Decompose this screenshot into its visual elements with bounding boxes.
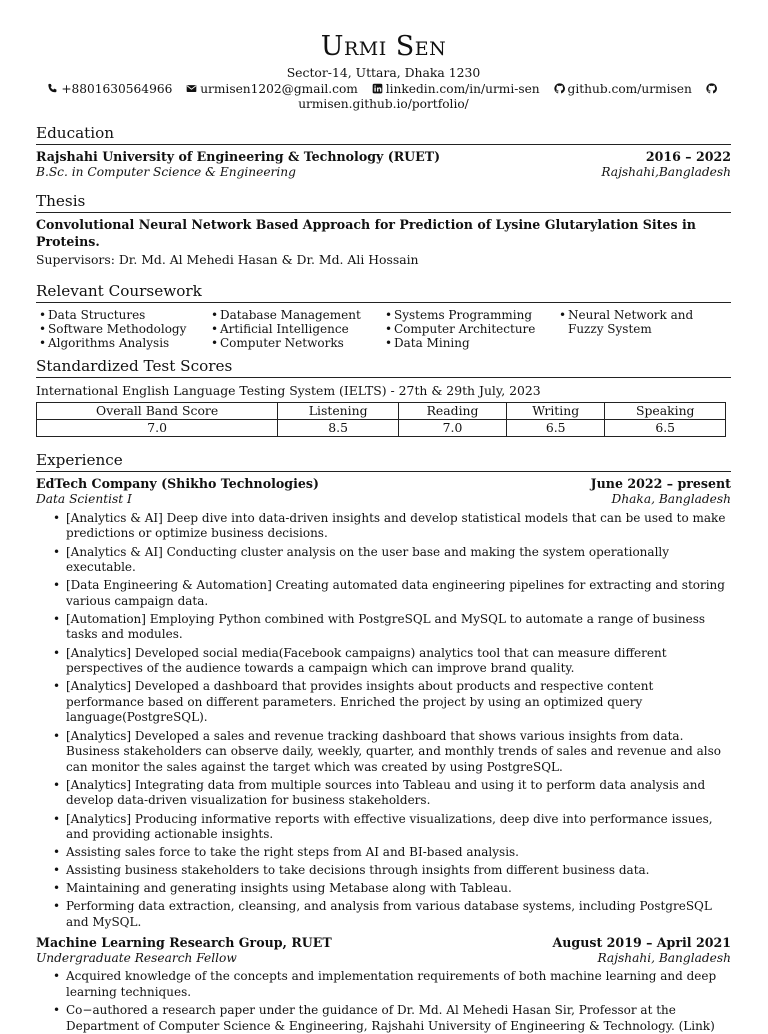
list-item: • Assisting business stakeholders to take decisions through insights from different business data. bbox=[36, 863, 731, 879]
thesis-title: Convolutional Neural Network Based Approach for Prediction of Lysine Glutarylation Sites in Proteins. bbox=[36, 217, 696, 249]
thesis-supervisors: Supervisors: Dr. Md. Al Mehedi Hasan & Dr. Md. Ali Hossain bbox=[36, 252, 419, 267]
address: Sector-14, Uttara, Dhaka 1230 bbox=[286, 65, 481, 80]
contact-line bbox=[36, 82, 731, 98]
list-item: • [Analytics & AI] Conducting cluster analysis on the user base and making the system operationally executable. bbox=[36, 545, 731, 576]
job-role: Undergraduate Research Fellow bbox=[36, 950, 237, 965]
job-subline bbox=[36, 951, 731, 967]
course-item: • Data Structures bbox=[36, 309, 208, 323]
list-item: • Co−authored a research paper under the guidance of Dr. Md. Al Mehedi Hasan Sir, Professor at the Department of Computer Science & Engineering, Rajshahi University of Engineering & Technology. (Link) bbox=[36, 1003, 731, 1034]
job-role: Data Scientist I bbox=[36, 492, 132, 507]
degree: B.Sc. in Computer Science & Engineering bbox=[36, 165, 296, 180]
experience-heading: Experience bbox=[36, 451, 731, 472]
job-bullet-list bbox=[36, 511, 731, 931]
table-cell: 7.0 bbox=[37, 419, 278, 436]
course-item: • Data Mining bbox=[382, 337, 556, 351]
linkedin-contact[interactable] bbox=[372, 82, 540, 98]
coursework-column bbox=[556, 309, 696, 350]
course-item: • Algorithms Analysis bbox=[36, 337, 208, 351]
linkedin-icon bbox=[372, 83, 383, 94]
list-item: • [Analytics] Developed a sales and revenue tracking dashboard that shows various insights from data. Business stakeholders can observe daily, weekly, quarter, and monthly trends of sales and revenue and also can monitor the sales against the target which was created by using PostgreSQL. bbox=[36, 729, 731, 776]
table-header-cell: Writing bbox=[506, 402, 605, 419]
portfolio-github-link[interactable] bbox=[706, 82, 720, 98]
table-header-cell: Overall Band Score bbox=[37, 402, 278, 419]
github-icon bbox=[706, 83, 717, 94]
job-entry-header bbox=[36, 935, 731, 951]
company-name: Machine Learning Research Group, RUET bbox=[36, 934, 332, 950]
job-entry-header bbox=[36, 476, 731, 492]
education-entry bbox=[36, 149, 731, 165]
list-item: • Performing data extraction, cleansing, and analysis from various database systems, including PostgreSQL and MySQL. bbox=[36, 899, 731, 930]
phone-contact[interactable] bbox=[47, 82, 172, 98]
ielts-description: International English Language Testing System (IELTS) - 27th & 29th July, 2023 bbox=[36, 382, 541, 398]
course-item: • Computer Networks bbox=[208, 337, 382, 351]
education-dates: 2016 – 2022 bbox=[645, 149, 731, 165]
course-item: • Artificial Intelligence bbox=[208, 323, 382, 337]
table-header-cell: Reading bbox=[399, 402, 507, 419]
test-scores-heading: Standardized Test Scores bbox=[36, 357, 731, 378]
job-dates: August 2019 – April 2021 bbox=[552, 934, 731, 950]
list-item: • [Automation] Employing Python combined with PostgreSQL and MySQL to automate a range of business tasks and modules. bbox=[36, 612, 731, 643]
list-item: • Assisting sales force to take the right steps from AI and BI-based analysis. bbox=[36, 845, 731, 861]
coursework-column bbox=[382, 309, 556, 350]
portfolio-link[interactable]: urmisen.github.io/portfolio/ bbox=[298, 97, 469, 112]
job-subline bbox=[36, 492, 731, 508]
list-item: • Maintaining and generating insights using Metabase along with Tableau. bbox=[36, 881, 731, 897]
github-contact[interactable] bbox=[554, 82, 692, 98]
table-header-row bbox=[37, 402, 726, 419]
list-item: • Acquired knowledge of the concepts and implementation requirements of both machine learning and deep learning techniques. bbox=[36, 969, 731, 1000]
envelope-icon bbox=[186, 83, 197, 94]
job-location: Rajshahi, Bangladesh bbox=[597, 950, 731, 965]
education-heading: Education bbox=[36, 124, 731, 145]
phone-text: +8801630564966 bbox=[61, 81, 173, 96]
course-item: • Database Management bbox=[208, 309, 382, 323]
list-item: • [Data Engineering & Automation] Creating automated data engineering pipelines for extracting and storing various campaign data. bbox=[36, 578, 731, 609]
list-item: • [Analytics] Developed a dashboard that provides insights about products and respective content performance based on different parameters. Enriched the project by using an optimized query language(PostgreSQL). bbox=[36, 679, 731, 726]
course-item: • Software Methodology bbox=[36, 323, 208, 337]
coursework-column bbox=[36, 309, 208, 350]
email-contact[interactable] bbox=[186, 82, 358, 98]
candidate-name: Urmi Sen bbox=[320, 31, 447, 62]
job-dates: June 2022 – present bbox=[590, 476, 731, 492]
list-item: • [Analytics] Integrating data from multiple sources into Tableau and using it to perform data analysis and develop data-driven visualization for business stakeholders. bbox=[36, 778, 731, 809]
company-name: EdTech Company (Shikho Technologies) bbox=[36, 476, 319, 492]
table-cell: 6.5 bbox=[605, 419, 726, 436]
table-cell: 8.5 bbox=[278, 419, 399, 436]
phone-icon bbox=[47, 83, 58, 94]
ielts-score-table bbox=[36, 402, 726, 437]
course-item: • Neural Network and Fuzzy System bbox=[556, 309, 696, 337]
list-item: • [Analytics & AI] Deep dive into data-driven insights and develop statistical models that can be used to make predictions or optimize business decisions. bbox=[36, 511, 731, 542]
coursework-column bbox=[208, 309, 382, 350]
job-location: Dhaka, Bangladesh bbox=[611, 492, 731, 507]
thesis-heading: Thesis bbox=[36, 192, 731, 213]
email-text: urmisen1202@gmail.com bbox=[200, 81, 358, 96]
education-subline bbox=[36, 165, 731, 181]
github-icon bbox=[554, 83, 565, 94]
course-item: • Computer Architecture bbox=[382, 323, 556, 337]
table-header-cell: Listening bbox=[278, 402, 399, 419]
job-bullet-list bbox=[36, 969, 731, 1034]
institution-name: Rajshahi University of Engineering & Technology (RUET) bbox=[36, 149, 441, 165]
coursework-heading: Relevant Coursework bbox=[36, 282, 731, 303]
table-header-cell: Speaking bbox=[605, 402, 726, 419]
education-location: Rajshahi,Bangladesh bbox=[601, 165, 731, 180]
table-row bbox=[37, 419, 726, 436]
table-cell: 7.0 bbox=[399, 419, 507, 436]
list-item: • [Analytics] Developed social media(Facebook campaigns) analytics tool that can measure different perspectives of the audience towards a campaign which can improve brand quality. bbox=[36, 646, 731, 677]
coursework-list bbox=[36, 309, 731, 350]
table-cell: 6.5 bbox=[506, 419, 605, 436]
linkedin-text: linkedin.com/in/urmi-sen bbox=[385, 81, 540, 96]
github-text: github.com/urmisen bbox=[567, 81, 692, 96]
list-item: • [Analytics] Producing informative reports with effective visualizations, deep dive into performance issues, and providing actionable insights. bbox=[36, 812, 731, 843]
course-item: • Systems Programming bbox=[382, 309, 556, 323]
